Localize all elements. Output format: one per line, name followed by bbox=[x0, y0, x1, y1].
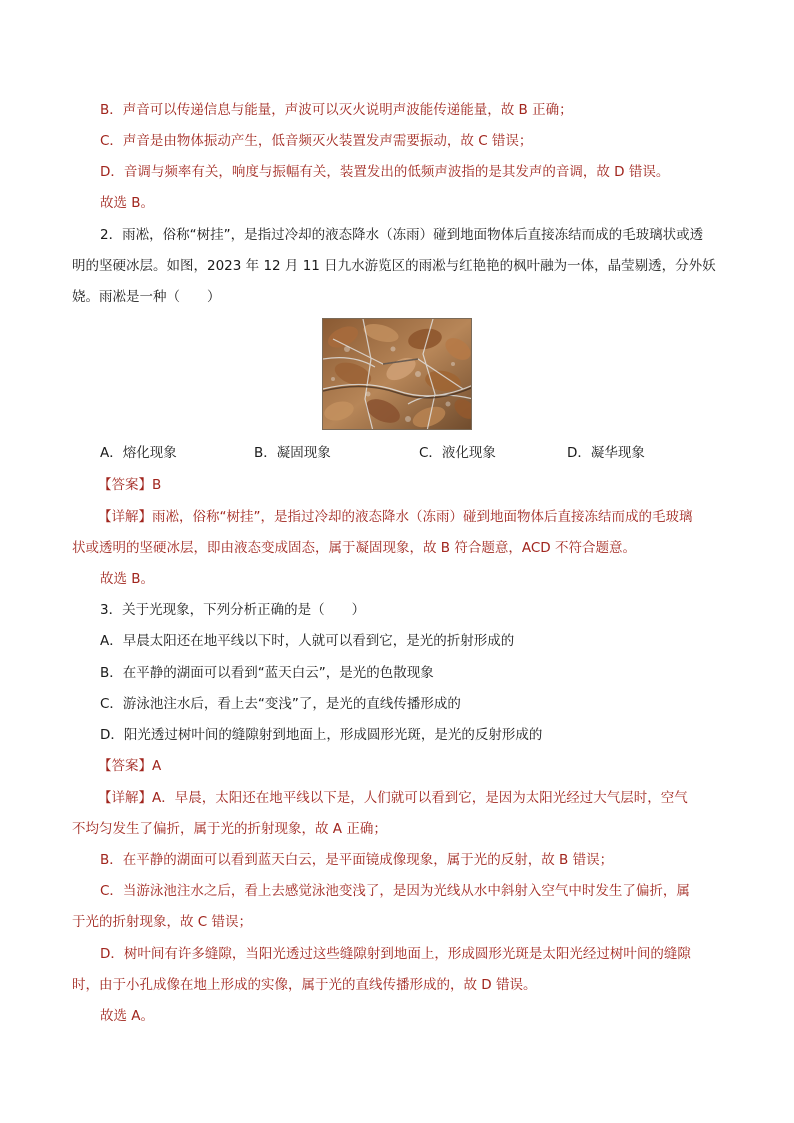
question-3-detail-line-4: C．当游泳池注水之后，看上去感觉泳池变浅了，是因为光线从水中斜射入空气中时发生了偏折，属 bbox=[100, 883, 690, 899]
question-3-stem: 3．关于光现象，下列分析正确的是（ ） bbox=[100, 602, 366, 618]
explanation-line-d: D．音调与频率有关，响度与振幅有关，装置发出的低频声波指的是其发声的音调，故 D 错误。 bbox=[100, 164, 670, 180]
selection-line: 故选 B。 bbox=[100, 195, 155, 211]
question-3-detail-line-3: B．在平静的湖面可以看到蓝天白云，是平面镜成像现象，属于光的反射，故 B 错误； bbox=[100, 852, 614, 868]
question-3-detail-line-1: 【详解】A．早晨，太阳还在地平线以下是，人们就可以看到它，是因为太阳光经过大气层时，空气 bbox=[98, 790, 688, 806]
question-3-detail-line-6: D．树叶间有许多缝隙，当阳光透过这些缝隙射到地面上，形成圆形光斑是太阳光经过树叶间的缝隙 bbox=[100, 946, 691, 962]
question-2-line-2: 明的坚硬冰层。如图，2023 年 12 月 11 日九水游览区的雨凇与红艳艳的枫叶融为一体，晶莹剔透，分外妖 bbox=[72, 258, 716, 274]
question-2-detail-line-1: 【详解】雨凇，俗称“树挂”，是指过冷却的液态降水（冻雨）碰到地面物体后直接冻结而成的毛玻璃 bbox=[98, 509, 693, 525]
question-3-answer: 【答案】A bbox=[98, 758, 162, 774]
question-3-detail-line-5: 于光的折射现象，故 C 错误； bbox=[72, 914, 253, 930]
question-2-option-b: B．凝固现象 bbox=[254, 445, 331, 461]
question-2-answer: 【答案】B bbox=[98, 477, 162, 493]
question-2-detail-line-2: 状或透明的坚硬冰层，即由液态变成固态，属于凝固现象，故 B 符合题意，ACD 不符合题意。 bbox=[72, 540, 636, 556]
rime-ice-photo bbox=[322, 318, 472, 430]
rime-ice-image bbox=[323, 319, 472, 430]
explanation-line-b: B．声音可以传递信息与能量，声波可以灭火说明声波能传递能量，故 B 正确； bbox=[100, 102, 573, 118]
question-3-option-c: C．游泳池注水后，看上去“变浅”了，是光的直线传播形成的 bbox=[100, 696, 461, 712]
question-2-option-a: A．熔化现象 bbox=[100, 445, 177, 461]
question-3-detail-line-2: 不均匀发生了偏折，属于光的折射现象，故 A 正确； bbox=[72, 821, 387, 837]
question-3-selection: 故选 A。 bbox=[100, 1008, 155, 1024]
question-3-option-a: A．早晨太阳还在地平线以下时，人就可以看到它，是光的折射形成的 bbox=[100, 633, 515, 649]
question-3-option-d: D．阳光透过树叶间的缝隙射到地面上，形成圆形光斑，是光的反射形成的 bbox=[100, 727, 543, 743]
question-3-option-b: B．在平静的湖面可以看到“蓝天白云”，是光的色散现象 bbox=[100, 665, 434, 681]
question-2-option-d: D．凝华现象 bbox=[567, 445, 645, 461]
question-2-line-1: 2．雨凇，俗称“树挂”，是指过冷却的液态降水（冻雨）碰到地面物体后直接冻结而成的毛玻璃状或透 bbox=[100, 227, 704, 243]
question-2-selection: 故选 B。 bbox=[100, 571, 155, 587]
question-2-line-3: 娆。雨凇是一种（ ） bbox=[72, 289, 221, 305]
question-2-option-c: C．液化现象 bbox=[419, 445, 496, 461]
question-3-detail-line-7: 时，由于小孔成像在地上形成的实像，属于光的直线传播形成的，故 D 错误。 bbox=[72, 977, 537, 993]
explanation-line-c: C．声音是由物体振动产生，低音频灭火装置发声需要振动，故 C 错误； bbox=[100, 133, 533, 149]
